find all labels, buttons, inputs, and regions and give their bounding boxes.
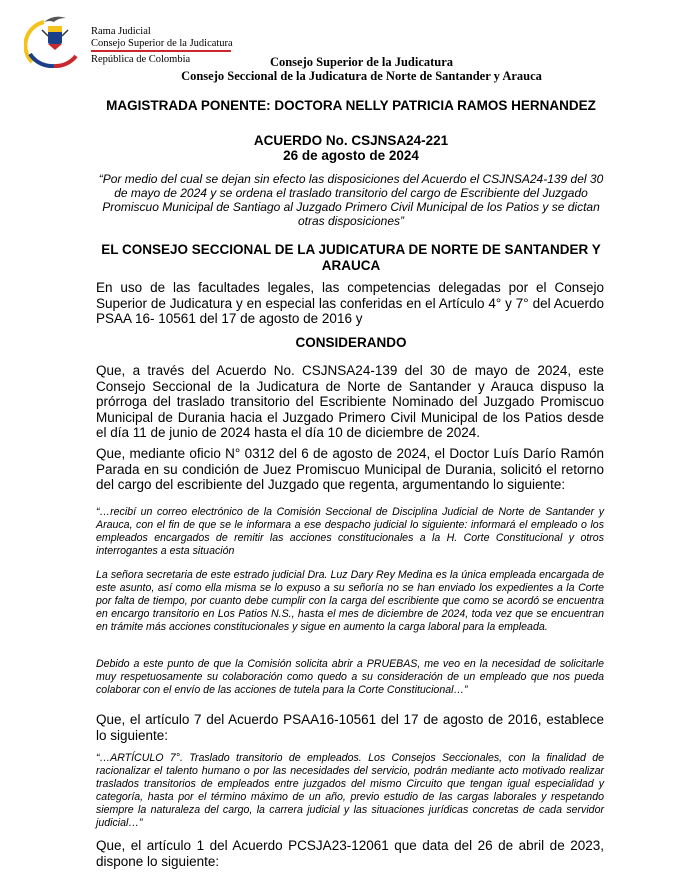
magistrada-heading: MAGISTRADA PONENTE: DOCTORA NELLY PATRICIA RAMOS HERNANDEZ xyxy=(106,98,596,113)
paragraph-3: Que, el artículo 7 del Acuerdo PSAA16-10561 del 17 de agosto de 2016, establece lo siguiente: xyxy=(96,712,604,743)
paragraph-2: Que, mediante oficio N° 0312 del 6 de agosto de 2024, el Doctor Luís Darío Ramón Parada en su condición de Juez Promiscuo Municipal de Durania, solicitó el retorno del cargo del escribiente del Juzgado que regenta, argumentando lo siguiente: xyxy=(96,446,604,492)
considerando-heading: CONSIDERANDO xyxy=(295,335,407,350)
institution-line1: Rama Judicial xyxy=(91,26,151,37)
quote-1: “…recibí un correo electrónico de la Comisión Seccional de Disciplina Judicial de Norte de Santander y Arauca, con el fin de que se le informara a ese despacho judicial lo siguiente: informará el empleado o los empleados encargados de remitir las acciones constitucionales a la H. Corte Constitucional y otros interrogantes a esta situación xyxy=(96,506,604,557)
acuerdo-block xyxy=(95,133,607,163)
header-line1: Consejo Superior de la Judicatura xyxy=(269,55,454,69)
paragraph-4: Que, el artículo 1 del Acuerdo PCSJA23-12061 que data del 26 de abril de 2023, dispone lo siguiente: xyxy=(96,838,604,869)
quote-4: “…ARTÍCULO 7°. Traslado transitorio de empleados. Los Consejos Seccionales, con la finalidad de racionalizar el talento humano o por las necesidades del servicio, podrán mediante acto motivado realizar traslados transitorios de empleados entre juzgados del mismo Circuito que tengan igual especialidad y categoría, hasta por el término máximo de un año, previo estudio de las cargas laborales y respetando siempre la naturaleza del cargo, la carrera judicial y las situaciones jurídicas concretas de cada servidor judicial…” xyxy=(96,752,604,829)
institution-block xyxy=(91,26,233,50)
institution-line2: Consejo Superior de la Judicatura xyxy=(91,38,233,49)
intro-paragraph: En uso de las facultades legales, las competencias delegadas por el Consejo Superior de Judicatura y en especial las conferidas en el Artículo 4° y 7° del Acuerdo PSAA 16- 10561 del 17 de agosto de 2016 y xyxy=(96,280,604,326)
institution-rule xyxy=(91,50,231,52)
por-medio-text: “Por medio del cual se dejan sin efecto las disposiciones del Acuerdo el CSJNSA24-139 del 30 de mayo de 2024 y se ordena el traslado transitorio del cargo de Escribiente del Juzgado Promiscuo Municipal de Santiago al Juzgado Primero Civil Municipal de los Patios y se dictan otras disposiciones” xyxy=(98,172,604,228)
acuerdo-date: 26 de agosto de 2024 xyxy=(283,148,419,163)
quote-3: Debido a este punto de que la Comisión solicita abrir a PRUEBAS, me veo en la necesidad de solicitarle muy respetuosamente su colaboración como quedo a su consideración de un empleado que nos pueda colaborar con el envío de las acciones de tutela para la Corte Constitucional…” xyxy=(96,658,604,696)
country-label: República de Colombia xyxy=(91,54,191,65)
consejo-heading: EL CONSEJO SECCIONAL DE LA JUDICATURA DE NORTE DE SANTANDER Y ARAUCA xyxy=(101,242,601,273)
quote-2: La señora secretaria de este estrado judicial Dra. Luz Dary Rey Medina es la única empleada encargada de este asunto, así como ella misma se lo expuso a su señoría no se han enviado los expedientes a la Corte por falta de tiempo, por cuanto debe cumplir con la carga del escribiente que como se acordó se encuentra en encargo transitorio en Los Patios N.S., hasta el mes de diciembre de 2024, toda vez que se encuentran en trámite más acciones constitucionales y sigue en aumento la carga laboral para la empleada. xyxy=(96,569,604,633)
paragraph-1: Que, a través del Acuerdo No. CSJNSA24-139 del 30 de mayo de 2024, este Consejo Seccional de la Judicatura de Norte de Santander y Arauca dispuso la prórroga del traslado transitorio del Escribiente Nominado del Juzgado Promiscuo Municipal de Durania hacia el Juzgado Primero Civil Municipal de los Patios desde el día 11 de junio de 2024 hasta el día 10 de diciembre de 2024. xyxy=(96,363,604,440)
acuerdo-number: ACUERDO No. CSJNSA24-221 xyxy=(253,133,449,148)
header-line2: Consejo Seccional de la Judicatura de Norte de Santander y Arauca xyxy=(181,69,542,83)
